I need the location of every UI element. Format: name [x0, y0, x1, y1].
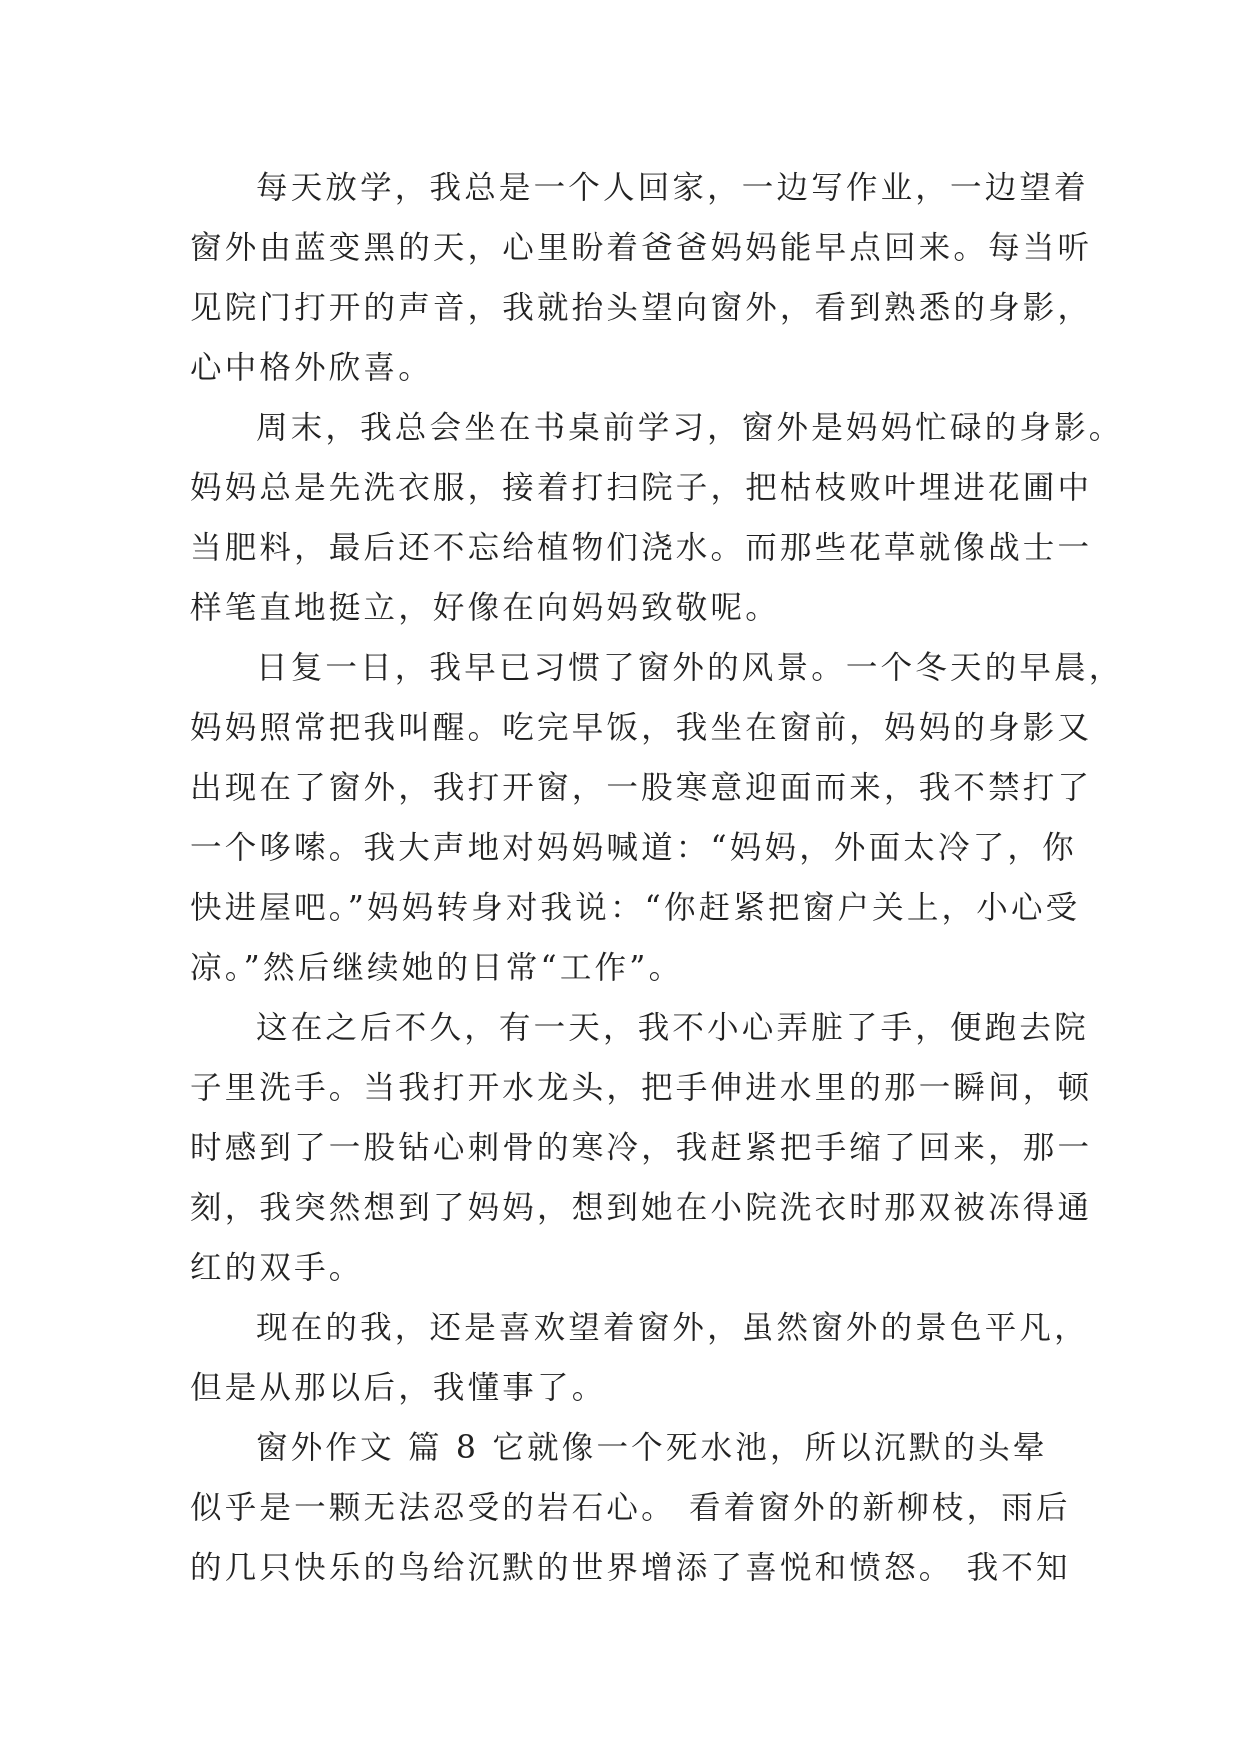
text-line: 样笔直地挺立，好像在向妈妈致敬呢。 [190, 590, 780, 626]
text-line: 但是从那以后，我懂事了。 [190, 1370, 607, 1406]
text-line: 似乎是一颗无法忍受的岩石心。 看着窗外的新柳枝，雨后 [190, 1490, 1071, 1526]
text-line: 时感到了一股钻心刺骨的寒冷，我赶紧把手缩了回来，那一 [190, 1130, 1093, 1166]
text-line: 出现在了窗外，我打开窗，一股寒意迎面而来，我不禁打了 [190, 770, 1093, 806]
text-line: 妈妈照常把我叫醒。吃完早饭，我坐在窗前，妈妈的身影又 [190, 710, 1093, 746]
text-line: 窗外由蓝变黑的天，心里盼着爸爸妈妈能早点回来。每当听 [190, 230, 1093, 266]
text-line: 子里洗手。当我打开水龙头，把手伸进水里的那一瞬间，顿 [190, 1070, 1093, 1106]
text-line: 快进屋吧。”妈妈转身对我说：“你赶紧把窗户关上，小心受 [190, 890, 1081, 926]
text-line: 当肥料，最后还不忘给植物们浇水。而那些花草就像战士一 [190, 530, 1093, 566]
text-line: 一个哆嗦。我大声地对妈妈喊道：“妈妈，外面太冷了，你 [190, 830, 1077, 866]
text-line: 日复一日，我早已习惯了窗外的风景。一个冬天的早晨， [256, 650, 1124, 686]
text-line: 红的双手。 [190, 1250, 364, 1286]
text-line: 这在之后不久，有一天，我不小心弄脏了手，便跑去院 [256, 1010, 1089, 1046]
text-line: 现在的我，还是喜欢望着窗外，虽然窗外的景色平凡， [256, 1310, 1089, 1346]
text-line: 每天放学，我总是一个人回家，一边写作业，一边望着 [256, 170, 1089, 206]
text-line: 妈妈总是先洗衣服，接着打扫院子，把枯枝败叶埋进花圃中 [190, 470, 1093, 506]
essay-body [190, 158, 1124, 1598]
text-line: 的几只快乐的鸟给沉默的世界增添了喜悦和愤怒。 我不知 [190, 1550, 1071, 1586]
text-line: 心中格外欣喜。 [190, 350, 433, 386]
text-line: 见院门打开的声音，我就抬头望向窗外，看到熟悉的身影， [190, 290, 1093, 326]
text-line: 刻，我突然想到了妈妈，想到她在小院洗衣时那双被冻得通 [190, 1190, 1093, 1226]
text-line: 周末，我总会坐在书桌前学习，窗外是妈妈忙碌的身影。 [256, 410, 1124, 446]
text-line: 凉。”然后继续她的日常“工作”。 [190, 950, 684, 986]
section-heading-line: 窗外作文 篇 8 它就像一个死水池，所以沉默的头晕 [256, 1430, 1048, 1466]
